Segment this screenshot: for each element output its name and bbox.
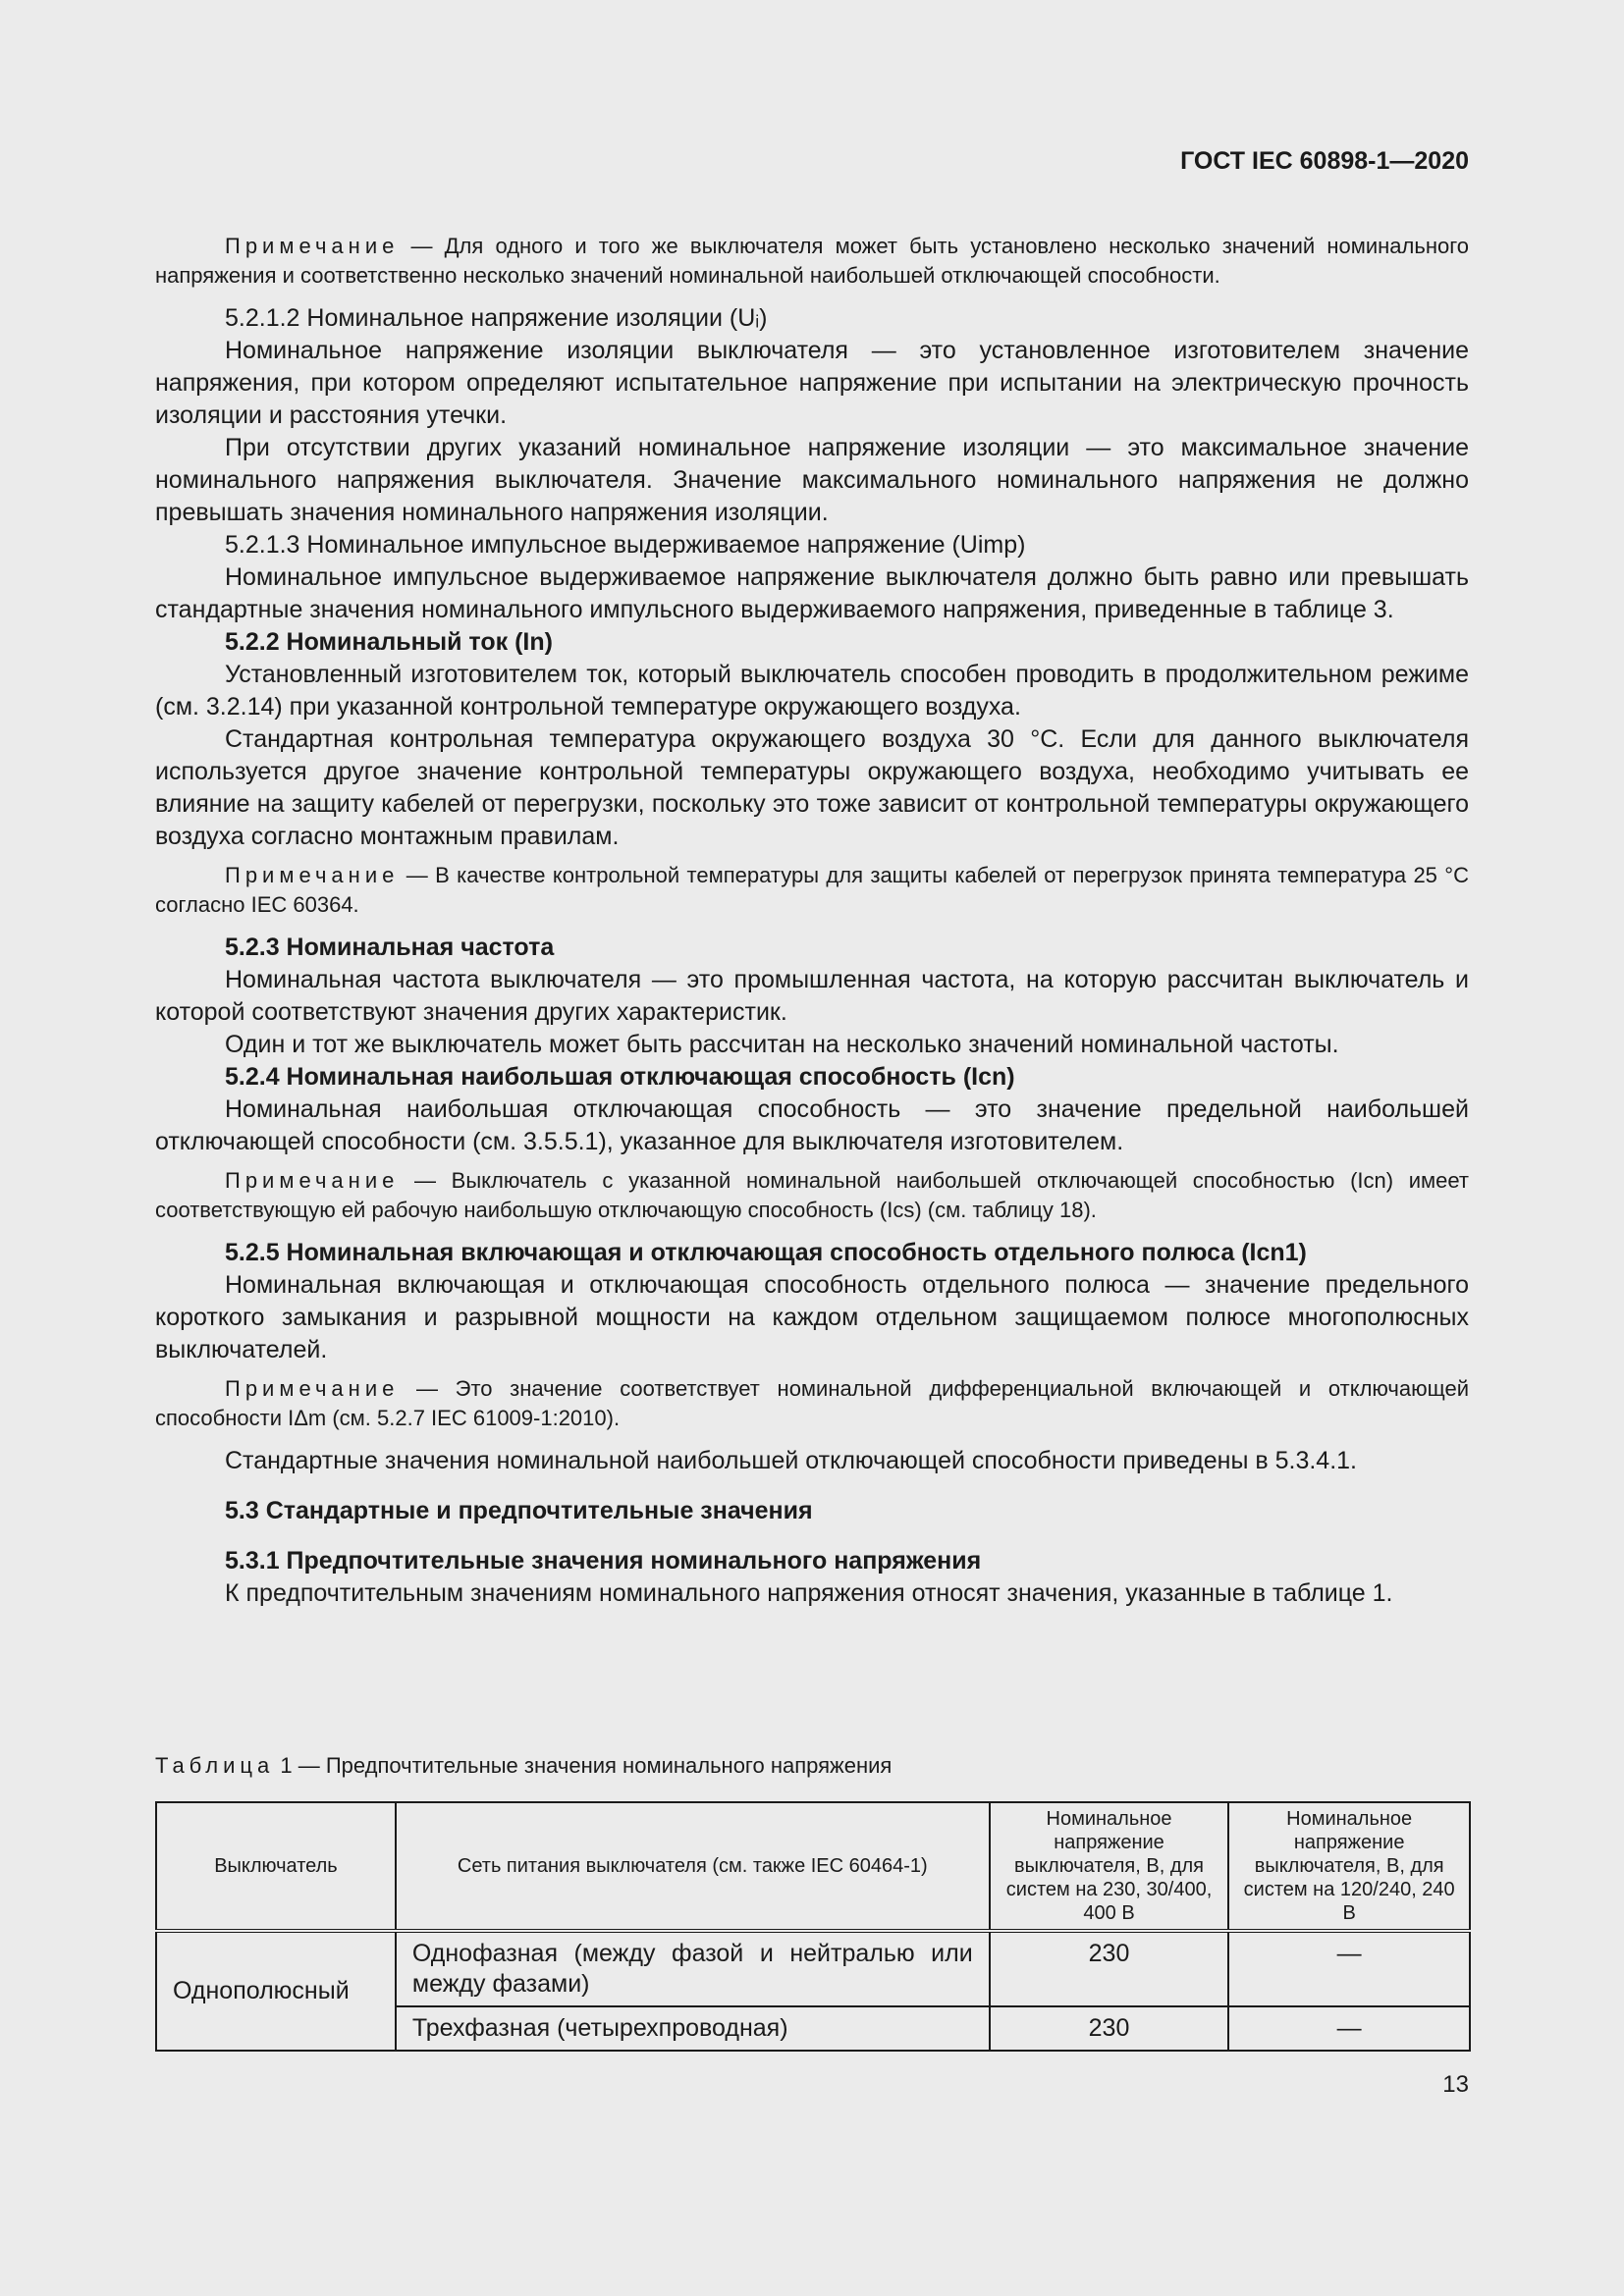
clause-5-2-1-2: 5.2.1.2 Номинальное напряжение изоляции (Uᵢ) [225,304,768,332]
paragraph: Номинальное напряжение изоляции выключателя — это установленное изготовителем значение напряжения, при котором определяют испытательное напряжение при испытании на электрическую прочность изоляции и расстояния утечки. [155,337,1469,429]
section-heading: 5.3.1 Предпочтительные значения номинального напряжения [225,1547,982,1575]
table-header-cell: Номинальное напряжение выключателя, В, для систем на 120/240, 240 В [1228,1802,1470,1931]
table-cell: Однофазная (между фазой и нейтралью или между фазами) [396,1931,990,2006]
table-cell: 230 [990,2006,1229,2051]
paragraph: Один и тот же выключатель может быть рассчитан на несколько значений номинальной частоты. [225,1031,1339,1058]
table-cell-group: Однополюсный [156,1931,396,2051]
voltage-table [155,1801,1471,2052]
table-header-cell: Номинальное напряжение выключателя, В, для систем на 230, 30/400, 400 В [990,1802,1229,1931]
table-header-cell: Сеть питания выключателя (см. также IEC 60464-1) [396,1802,990,1931]
note: Примечание — В качестве контрольной температуры для защиты кабелей от перегрузок принята температура 25 °С согласно IEC 60364. [155,863,1469,917]
note: Примечание — Это значение соответствует номинальной дифференциальной включающей и отключающей способности IΔm (см. 5.2.7 IEC 61009-1:2010). [155,1376,1469,1430]
paragraph: Установленный изготовителем ток, который выключатель способен проводить в продолжительном режиме (см. 3.2.14) при указанной контрольной температуре окружающего воздуха. [155,661,1469,721]
document-code: ГОСТ IEC 60898-1—2020 [1180,147,1469,175]
paragraph: Номинальная частота выключателя — это промышленная частота, на которую рассчитан выключатель и которой соответствуют значения других характеристик. [155,966,1469,1026]
section-heading: 5.2.4 Номинальная наибольшая отключающая способность (Icn) [225,1063,1015,1091]
paragraph: Номинальное импульсное выдерживаемое напряжение выключателя должно быть равно или превышать стандартные значения номинального импульсного выдерживаемого напряжения, приведенные в таблице 3. [155,563,1469,623]
table-caption: Таблица 1 — Предпочтительные значения номинального напряжения [155,1753,893,1778]
table-cell: Трехфазная (четырехпроводная) [396,2006,990,2051]
section-heading: 5.2.3 Номинальная частота [225,934,555,961]
section-heading: 5.3 Стандартные и предпочтительные значения [225,1497,813,1524]
note: Примечание — Для одного и того же выключателя может быть установлено несколько значений номинального напряжения и соответственно несколько значений номинальной наибольшей отключающей способности. [155,234,1469,288]
section-heading: 5.2.5 Номинальная включающая и отключающая способность отдельного полюса (Icn1) [225,1239,1307,1266]
page-body [155,224,1469,1610]
table-row [156,1931,1470,2006]
table-cell: 230 [990,1931,1229,2006]
paragraph: К предпочтительным значениям номинального напряжения относят значения, указанные в таблице 1. [225,1579,1393,1607]
table-cell: — [1228,1931,1470,2006]
table-header-cell: Выключатель [156,1802,396,1931]
paragraph: Номинальная включающая и отключающая способность отдельного полюса — значение предельного короткого замыкания и разрывной мощности на каждом отдельном защищаемом полюсе многополюсных выключателей. [155,1271,1469,1363]
page-number: 13 [1442,2071,1469,2098]
paragraph: При отсутствии других указаний номинальное напряжение изоляции — это максимальное значение номинального напряжения выключателя. Значение максимального номинального напряжения не должно превышать значения номинального напряжения изоляции. [155,434,1469,526]
section-heading: 5.2.2 Номинальный ток (In) [225,628,553,656]
paragraph: Стандартная контрольная температура окружающего воздуха 30 °С. Если для данного выключателя используется другое значение контрольной температуры окружающего воздуха, необходимо учитывать ее влияние на защиту кабелей от перегрузки, поскольку это тоже зависит от контрольной температуры окружающего воздуха согласно монтажным правилам. [155,725,1469,850]
paragraph: Номинальная наибольшая отключающая способность — это значение предельной наибольшей отключающей способности (см. 3.5.5.1), указанное для выключателя изготовителем. [155,1095,1469,1155]
note: Примечание — Выключатель с указанной номинальной наибольшей отключающей способностью (Icn) имеет соответствующую ей рабочую наибольшую отключающую способность (Ics) (см. таблицу 18). [155,1168,1469,1222]
clause-5-2-1-3: 5.2.1.3 Номинальное импульсное выдерживаемое напряжение (Uimp) [225,531,1026,559]
table-cell: — [1228,2006,1470,2051]
paragraph: Стандартные значения номинальной наибольшей отключающей способности приведены в 5.3.4.1. [225,1447,1358,1474]
